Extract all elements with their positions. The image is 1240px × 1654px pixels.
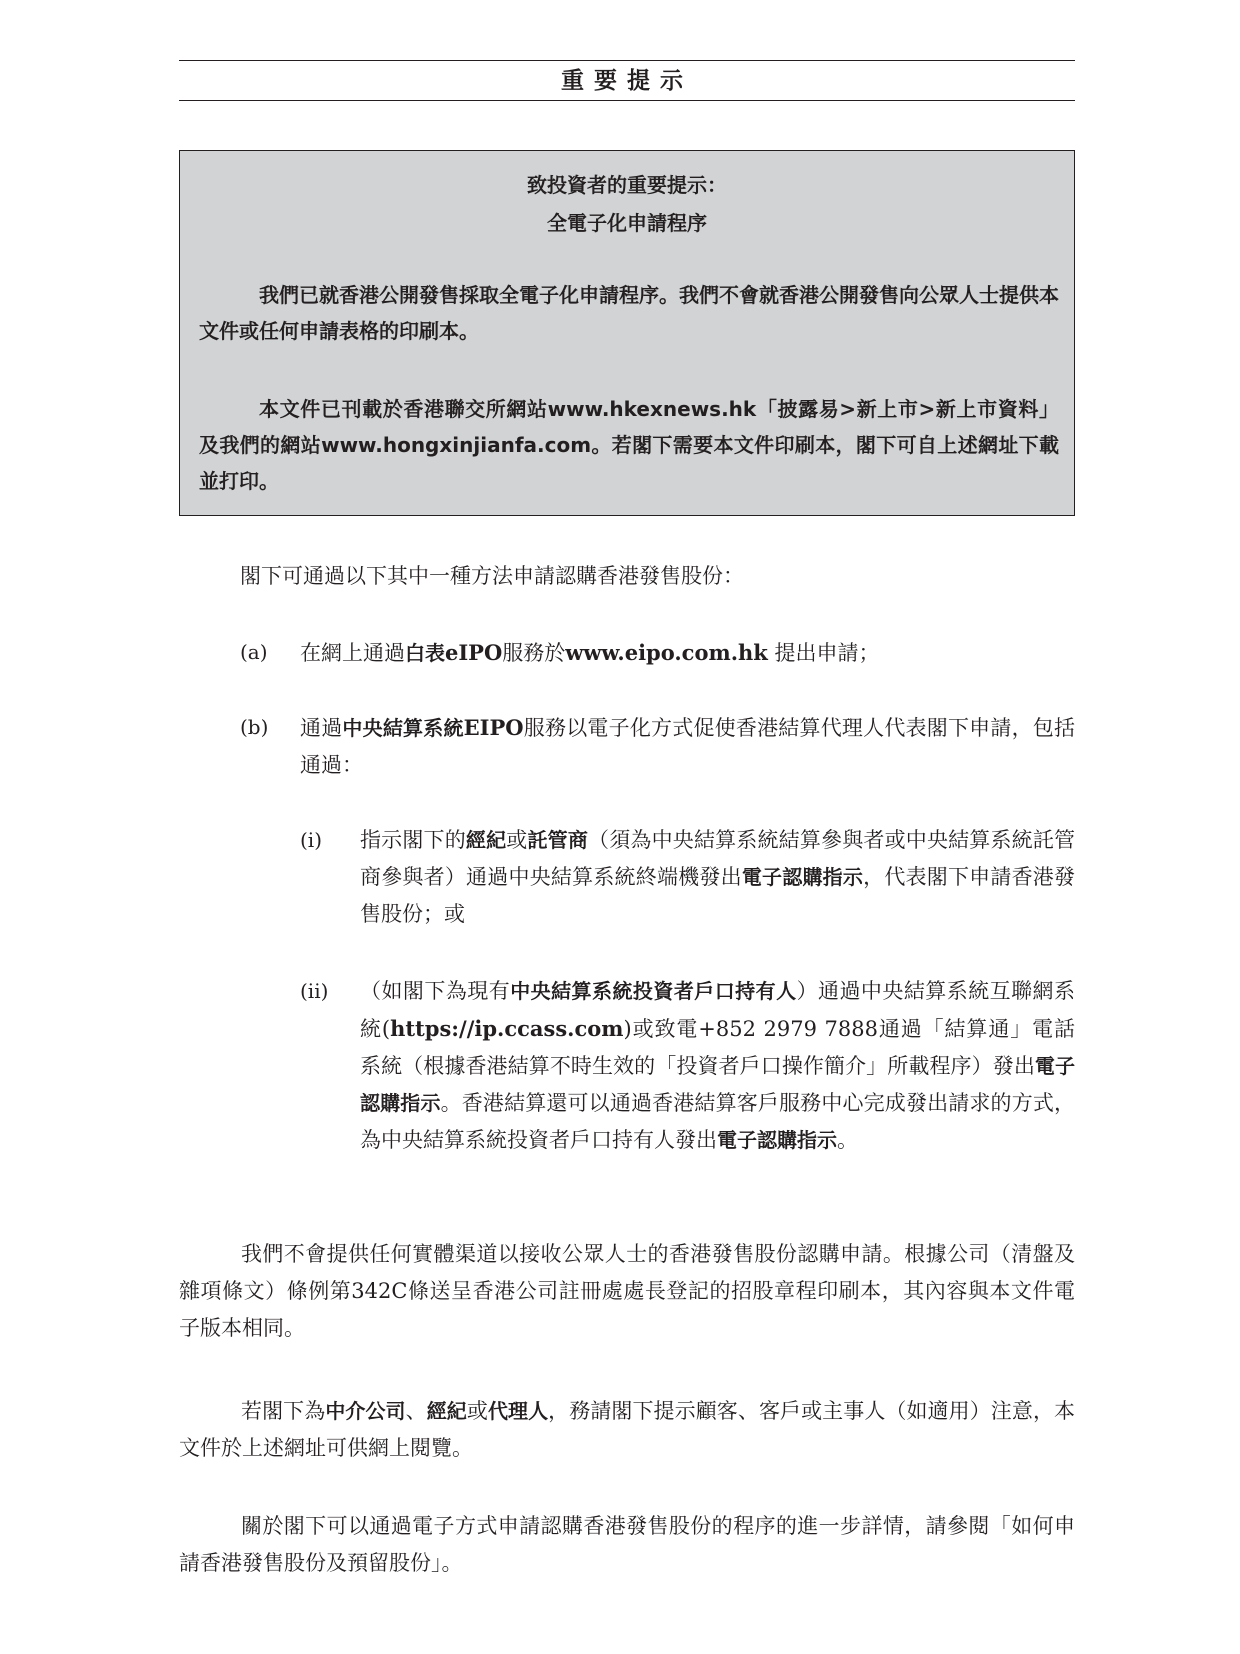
header-top-rule (179, 60, 1075, 61)
item-a-text (300, 634, 1075, 672)
notice-paragraph-1: 我們已就香港公開發售採取全電子化申請程序。我們不會就香港公開發售向公眾人士提供本文件或任何申請表格的印刷本。 (199, 283, 1059, 343)
item-text: （須為中央結算系統結算參與者或中央結算系統託管商參與者）通過中央結算系統終端機發出 (360, 828, 1076, 889)
para-text: 若閣下為 (241, 1399, 326, 1423)
bold-term: 中介公司 (325, 1399, 406, 1423)
company-website-link[interactable]: www.hongxinjianfa.com (321, 433, 592, 457)
bold-term: 電子認購指示 (360, 1054, 1075, 1115)
physical-channels-paragraph: 我們不會提供任何實體渠道以接收公眾人士的香港發售股份認購申請。根據公司（清盤及雜項條文）條例第342C條送呈香港公司註冊處處長登記的招股章程印刷本，其內容與本文件電子版本相同。 (179, 1242, 1075, 1340)
item-ii-marker: (ii) (300, 979, 329, 1003)
ccass-link[interactable]: https://ip.ccass.com (390, 1016, 624, 1041)
para-text: 、 (405, 1399, 427, 1423)
page-title: 重要提示 (561, 68, 693, 94)
para-text: 或 (466, 1399, 488, 1423)
item-i-marker: (i) (300, 828, 323, 852)
bold-term: 經紀 (426, 1399, 467, 1423)
intermediary-paragraph (179, 1393, 1075, 1467)
eipo-link[interactable]: www.eipo.com.hk (565, 640, 768, 665)
bold-term: 代理人 (487, 1399, 549, 1423)
item-text: 服務於 (502, 641, 566, 665)
notice-text: 。若閣下需要本文件印刷本，閣下可自上述網址下載並打印。 (199, 433, 1060, 493)
notice-title-line1: 致投資者的重要提示： (527, 173, 727, 197)
bold-term: 電子認購指示 (717, 1128, 837, 1152)
intro-paragraph: 閣下可通過以下其中一種方法申請認購香港發售股份： (240, 564, 744, 588)
bold-term: 中央結算系統 (342, 716, 464, 740)
hkexnews-link[interactable]: www.hkexnews.hk (547, 397, 757, 421)
important-notice-box (179, 150, 1075, 516)
bold-term: 電子認購指示 (741, 865, 864, 889)
bold-term: 中央結算系統投資者戶口持有人 (510, 979, 797, 1003)
item-text: ，代表閣下申請香港發售股份；或 (360, 865, 1076, 926)
item-text: 提出申請； (767, 641, 880, 665)
item-text: )或致電+852 2979 7888通過「結算通」電話系統（根據香港結算不時生效的「投資者戶口操作簡介」所載程序）發出 (360, 1017, 1075, 1078)
item-text: 。香港結算還可以通過香港結算客戶服務中心完成發出請求的方式，為中央結算系統投資者戶口持有人發出 (360, 1091, 1076, 1152)
bold-term: 託管商 (527, 828, 589, 852)
item-text: 。 (837, 1128, 858, 1152)
para-text: ，務請閣下提示顧客、客戶或主事人（如適用）注意，本文件於上述網址可供網上閱覽。 (179, 1399, 1076, 1460)
notice-text: 本文件已刊載於香港聯交所網站 (259, 397, 548, 421)
item-text: 服務以電子化方式促使香港結算代理人代表閣下申請，包括通過： (300, 716, 1076, 777)
item-text: ）通過中央結算系統互聯網系統( (360, 979, 1076, 1041)
header-bottom-rule (179, 100, 1075, 101)
item-text: （如閣下為現有 (360, 979, 511, 1003)
notice-text: 「披露易>新上市>新上市資料」及我們的網站 (199, 397, 1060, 457)
item-text: 指示閣下的 (360, 828, 466, 852)
item-text: 通過 (300, 716, 343, 740)
item-text: 在網上通過 (300, 641, 405, 665)
item-text: 或 (506, 828, 528, 852)
bold-term: eIPO (445, 640, 503, 665)
bold-term: 經紀 (465, 828, 507, 852)
item-b-text (300, 709, 1075, 784)
item-ii-text (360, 973, 1075, 1159)
notice-title-line2: 全電子化申請程序 (547, 211, 707, 235)
item-a-marker: (a) (240, 640, 268, 664)
notice-paragraph-2 (199, 391, 1059, 499)
further-details-paragraph: 關於閣下可以通過電子方式申請認購香港發售股份的程序的進一步詳情，請參閱「如何申請香港發售股份及預留股份」。 (179, 1514, 1075, 1575)
item-b-marker: (b) (240, 715, 269, 739)
bold-term: 白表 (405, 641, 445, 665)
item-i-text (360, 822, 1075, 933)
bold-term: EIPO (463, 715, 524, 740)
